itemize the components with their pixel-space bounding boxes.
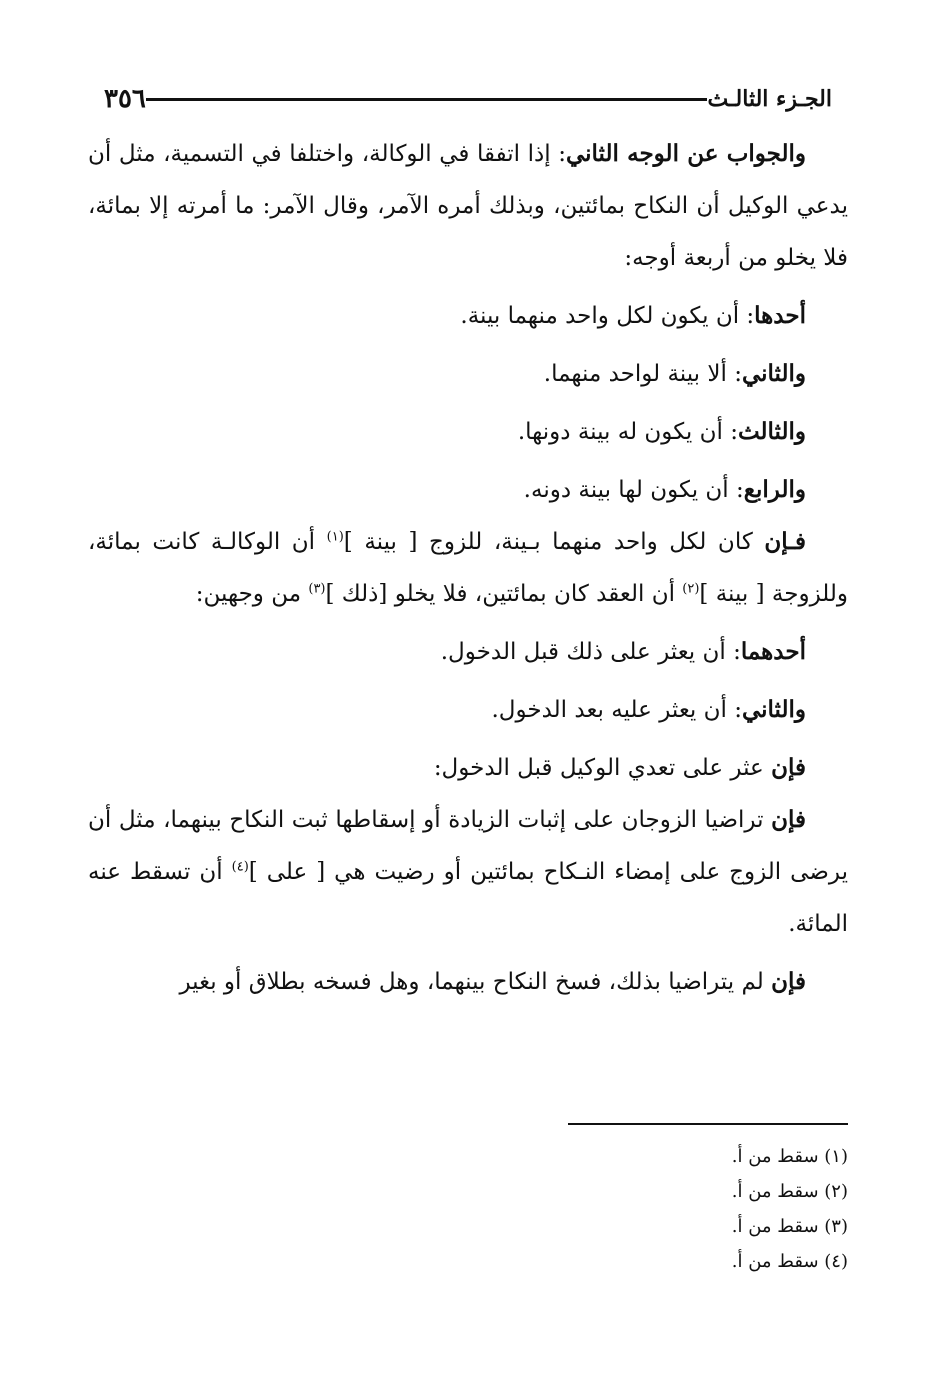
list-item: [88, 464, 848, 516]
footnote: (٢) سقط من أ.: [731, 1181, 848, 1202]
list-item: [88, 290, 848, 342]
paragraph-text: كان لكل واحد منهما بـينة، للزوج [ بينة ]: [343, 529, 765, 555]
list-item-text: : أن يعثر عليه بعد الدخول.: [491, 697, 742, 723]
footnote-ref[interactable]: (٢): [682, 581, 700, 597]
paragraph-lead: فإن: [771, 968, 806, 995]
list-item: [88, 348, 848, 400]
footnotes: [568, 1123, 848, 1279]
list-item-lead: أحدهما: [740, 638, 806, 665]
page-number: ٣٥٦: [104, 84, 146, 114]
list-item-lead: فإن: [771, 754, 806, 781]
list-item: [88, 684, 848, 736]
paragraph-agreement: [88, 794, 848, 950]
list-item-text: : أن يكون له بينة دونها.: [517, 419, 738, 445]
page-header: [88, 78, 848, 120]
list-item-text: : أن يكون لها بينة دونه.: [523, 477, 744, 503]
list-item-lead: والثالث: [737, 418, 806, 445]
paragraph-lead: فإن: [771, 806, 806, 833]
paragraph-text: تراضيا الزوجان على إثبات الزيادة أو إسقاطها ثبت النكاح بينهما، مثل أن يرضى الزوج على إمضاء النـكاح بمائتين أو رضيت هي [ على ]: [88, 807, 848, 885]
paragraph-lead: فـإن: [764, 528, 806, 555]
footnote: (٣) سقط من أ.: [731, 1216, 848, 1237]
paragraph-text: من وجهين:: [195, 581, 309, 607]
list-item-lead: والرابع: [743, 476, 806, 503]
paragraph-intro: [88, 128, 848, 284]
list-item: [88, 742, 848, 794]
list-item-lead: والثاني: [741, 696, 806, 723]
footnote-ref[interactable]: (١): [326, 529, 344, 545]
paragraph-text: : إذا اتفقا في الوكالة، واختلفا في التسمية، مثل أن يدعي الوكيل أن النكاح بمائتين، وبذلك أمره الآمر، وقال الآمر: ما أمرته إلا بمائة، فلا يخلو من أربعة أوجه:: [88, 141, 848, 271]
list-item-text: عثر على تعدي الوكيل قبل الدخول:: [433, 755, 772, 781]
footnote-ref[interactable]: (٤): [231, 859, 249, 875]
paragraph-annulment: [88, 956, 848, 1008]
running-head: الجـزء الثالـث: [707, 86, 832, 112]
list-item: [88, 626, 848, 678]
body-text: [88, 128, 848, 1008]
footnote-rule: [568, 1123, 848, 1125]
paragraph-lead: والجواب عن الوجه الثاني: [565, 140, 806, 167]
paragraph-two-cases: [88, 516, 848, 620]
list-item-text: : أن يكون لكل واحد منهما بينة.: [460, 303, 755, 329]
paragraph-text: أن العقد كان بمائتين، فلا يخلو [ذلك ]: [325, 581, 683, 607]
list-item: [88, 406, 848, 458]
paragraph-text: لم يتراضيا بذلك، فسخ النكاح بينهما، وهل فسخه بطلاق أو بغير: [179, 969, 772, 995]
footnote-ref[interactable]: (٣): [308, 581, 326, 597]
header-rule: [146, 98, 708, 101]
footnote: (١) سقط من أ.: [731, 1146, 848, 1167]
paragraph-text: أن تسقط عنه المائة.: [88, 859, 848, 937]
list-item-lead: والثاني: [741, 360, 806, 387]
footnote: (٤) سقط من أ.: [731, 1251, 848, 1272]
list-item-text: : ألا بينة لواحد منهما.: [543, 361, 742, 387]
paragraph-text: أن الوكالـة كانت بمائة، وللزوجة [ بينة ]: [88, 529, 848, 607]
book-page: [88, 78, 848, 1298]
list-item-text: : أن يعثر على ذلك قبل الدخول.: [440, 639, 741, 665]
list-item-lead: أحدها: [754, 302, 806, 329]
